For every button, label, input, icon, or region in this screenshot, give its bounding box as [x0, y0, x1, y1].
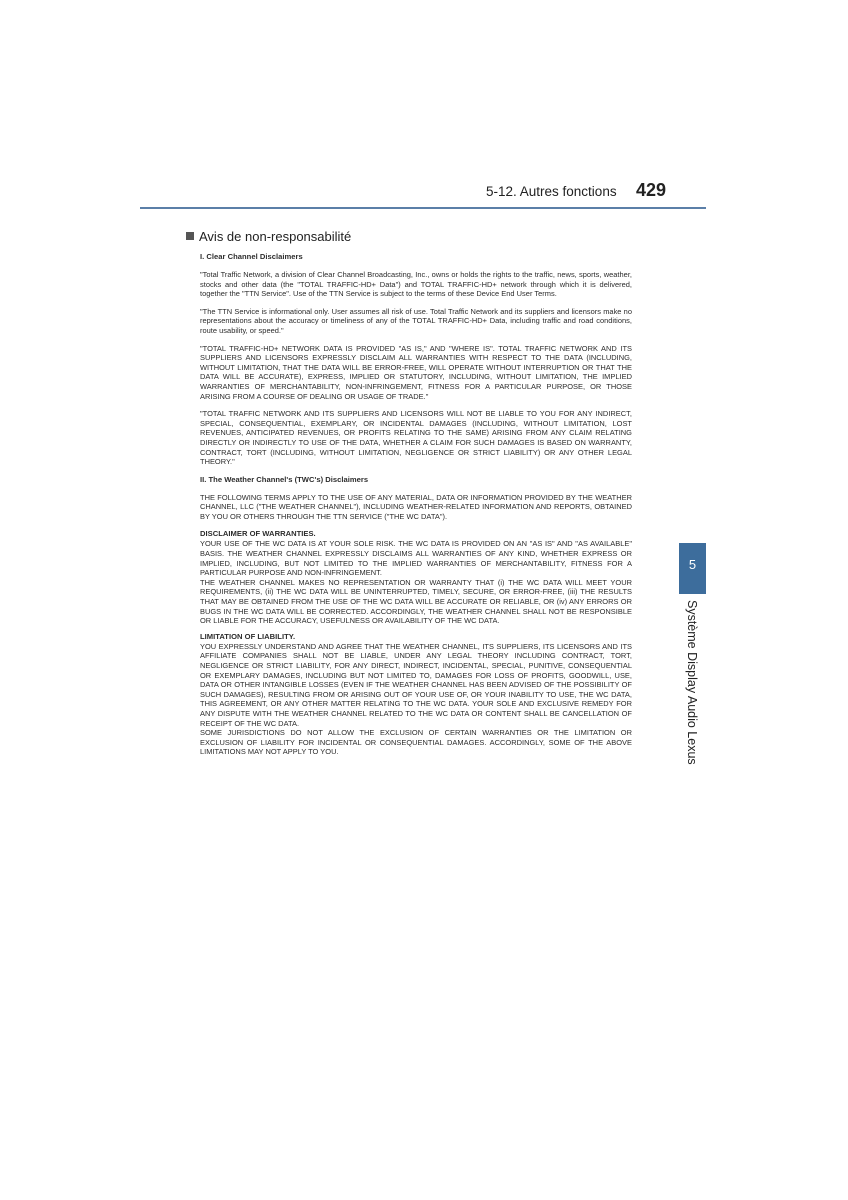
chapter-side-label-text: Système Display Audio Lexus	[685, 600, 699, 765]
section-title	[186, 229, 351, 244]
disclaimer-paragraph: "Total Traffic Network, a division of Clear Channel Broadcasting, Inc., owns or holds the rights to the traffic, news, sports, weather, stocks and other data (the "TOTAL TRAFFIC-HD+ Data") and TOTAL TRAFFIC-HD+ network through which it is delivered, together the "TTN Service". Use of the TTN Service is subject to the terms of these Device End User Terms.	[200, 270, 632, 299]
disclaimer-paragraph: YOUR USE OF THE WC DATA IS AT YOUR SOLE RISK. THE WC DATA IS PROVIDED ON AN "AS IS" AND "AS AVAILABLE" BASIS. THE WEATHER CHANNEL EXPRESSLY DISCLAIMS ALL WARRANTIES OF ANY KIND, WHETHER EXPRESS OR IMPLIED, INCLUDING, BUT NOT LIMITED TO THE IMPLIED WARRANTIES OF MERCHANTABILITY, FITNESS FOR A PARTICULAR PURPOSE AND NON-INFRINGEMENT.	[200, 539, 632, 578]
header-rule	[140, 207, 706, 209]
disclaimer-paragraph: "The TTN Service is informational only. User assumes all risk of use. Total Traffic Network and its suppliers and licensors make no representations about the accuracy or timeliness of any of the TOTAL TRAFFIC-HD+ Data, including traffic and road conditions, route usability, or speed."	[200, 306, 632, 335]
disclaimer-paragraph: SOME JURISDICTIONS DO NOT ALLOW THE EXCLUSION OF CERTAIN WARRANTIES OR THE LIMITATION OR EXCLUSION OF LIABILITY FOR INCIDENTAL OR CONSEQUENTIAL DAMAGES. ACCORDINGLY, SOME OF THE ABOVE LIMITATIONS MAY NOT APPLY TO YOU.	[200, 728, 632, 757]
disclaimer-paragraph: YOU EXPRESSLY UNDERSTAND AND AGREE THAT THE WEATHER CHANNEL, ITS SUPPLIERS, ITS LICENSORS AND ITS AFFILIATE COMPANIES SHALL NOT BE LIABLE, UNDER ANY LEGAL THEORY INCLUDING CONTRACT, TORT, NEGLIGENCE OR STRICT LIABILITY, FOR ANY DIRECT, INDIRECT, INCIDENTAL, SPECIAL, PUNITIVE, CONSEQUENTIAL OR EXEMPLARY DAMAGES, INCLUDING BUT NOT LIMITED TO, DAMAGES FOR LOSS OF PROFITS, GOODWILL, USE, DATA OR OTHER INTANGIBLE LOSSES (EVEN IF THE WEATHER CHANNEL HAS BEEN ADVISED OF THE POSSIBILITY OF SUCH DAMAGES), RESULTING FROM OR ARISING OUT OF YOUR USE OF, OR YOUR INABILITY TO USE, THE WC DATA, THIS AGREEMENT, OR ANY OTHER MATTER RELATING TO THE WC DATA. YOUR SOLE AND EXCLUSIVE REMEDY FOR ANY DISPUTE WITH THE WEATHER CHANNEL RELATED TO THE WC DATA OR CONTENT SHALL BE CANCELLATION OF RECEIPT OF THE WC DATA.	[200, 641, 632, 728]
disclaimer-heading: LIMITATION OF LIABILITY.	[200, 631, 296, 641]
disclaimer-paragraph: THE WEATHER CHANNEL MAKES NO REPRESENTATION OR WARRANTY THAT (i) THE WC DATA WILL MEET YOUR REQUIREMENTS, (ii) THE WC DATA WILL BE UNINTERRUPTED, TIMELY, SECURE, OR ERROR-FREE, (iii) THE RESULTS THAT MAY BE OBTAINED FROM THE USE OF THE WC DATA WILL BE ACCURATE OR RELIABLE, OR (iv) ANY ERRORS OR BUGS IN THE WC DATA WILL BE CORRECTED. ACCORDINGLY, THE WEATHER CHANNEL SHALL NOT BE RESPONSIBLE OR LIABLE FOR THE ACCURACY, USEFULNESS OR AVAILABILITY OF THE WC DATA.	[200, 577, 632, 626]
disclaimer-heading: II. The Weather Channel's (TWC's) Disclaimers	[200, 474, 369, 484]
disclaimer-heading: DISCLAIMER OF WARRANTIES.	[200, 529, 316, 539]
running-header-section: 5-12. Autres fonctions	[486, 184, 617, 199]
chapter-tab: 5	[679, 543, 706, 594]
scanned-disclaimer-block	[200, 252, 632, 842]
chapter-side-label	[683, 600, 703, 770]
disclaimer-paragraph: THE FOLLOWING TERMS APPLY TO THE USE OF ANY MATERIAL, DATA OR INFORMATION PROVIDED BY THE WEATHER CHANNEL, LLC ("THE WEATHER CHANNEL"), INCLUDING WEATHER-RELATED INFORMATION AND REPORTS, OBTAINED BY YOU OR OTHERS THROUGH THE TTN SERVICE ("THE WC DATA").	[200, 492, 632, 521]
page-number: 429	[636, 180, 667, 200]
disclaimer-paragraph: "TOTAL TRAFFIC NETWORK AND ITS SUPPLIERS AND LICENSORS WILL NOT BE LIABLE TO YOU FOR ANY INDIRECT, SPECIAL, CONSEQUENTIAL, EXEMPLARY, OR INCIDENTAL DAMAGES (INCLUDING, WITHOUT LIMITATION, LOST REVENUES, ANTICIPATED REVENUES, OR PROFITS RELATING TO THE SAME) ARISING FROM ANY CLAIM RELATING DIRECTLY OR INDIRECTLY TO USE OF THE DATA, WHETHER A CLAIM FOR SUCH DAMAGES IS BASED ON WARRANTY, CONTRACT, TORT (INCLUDING, WITHOUT LIMITATION, NEGLIGENCE OR STRICT LIABILITY) OR ANY OTHER LEGAL THEORY."	[200, 409, 632, 467]
square-bullet-icon	[186, 232, 194, 240]
disclaimer-heading: I. Clear Channel Disclaimers	[200, 252, 303, 261]
disclaimer-paragraph: "TOTAL TRAFFIC-HD+ NETWORK DATA IS PROVIDED "AS IS," AND "WHERE IS". TOTAL TRAFFIC NETWORK AND ITS SUPPLIERS AND LICENSORS EXPRESSLY DISCLAIM ALL WARRANTIES WITH RESPECT TO THE DATA (INCLUDING, WITHOUT LIMITATION, THAT THE DATA WILL BE ERROR-FREE, WILL OPERATE WITHOUT INTERRUPTION OR THAT THE DATA WILL BE ACCURATE), EXPRESS, IMPLIED OR STATUTORY, INCLUDING, WITHOUT LIMITATION, THE IMPLIED WARRANTIES OF MERCHANTABILITY, NON-INFRINGEMENT, FITNESS FOR A PARTICULAR PURPOSE, OR THOSE ARISING FROM A COURSE OF DEALING OR USAGE OF TRADE."	[200, 343, 632, 401]
section-title-text: Avis de non-responsabilité	[199, 229, 352, 244]
